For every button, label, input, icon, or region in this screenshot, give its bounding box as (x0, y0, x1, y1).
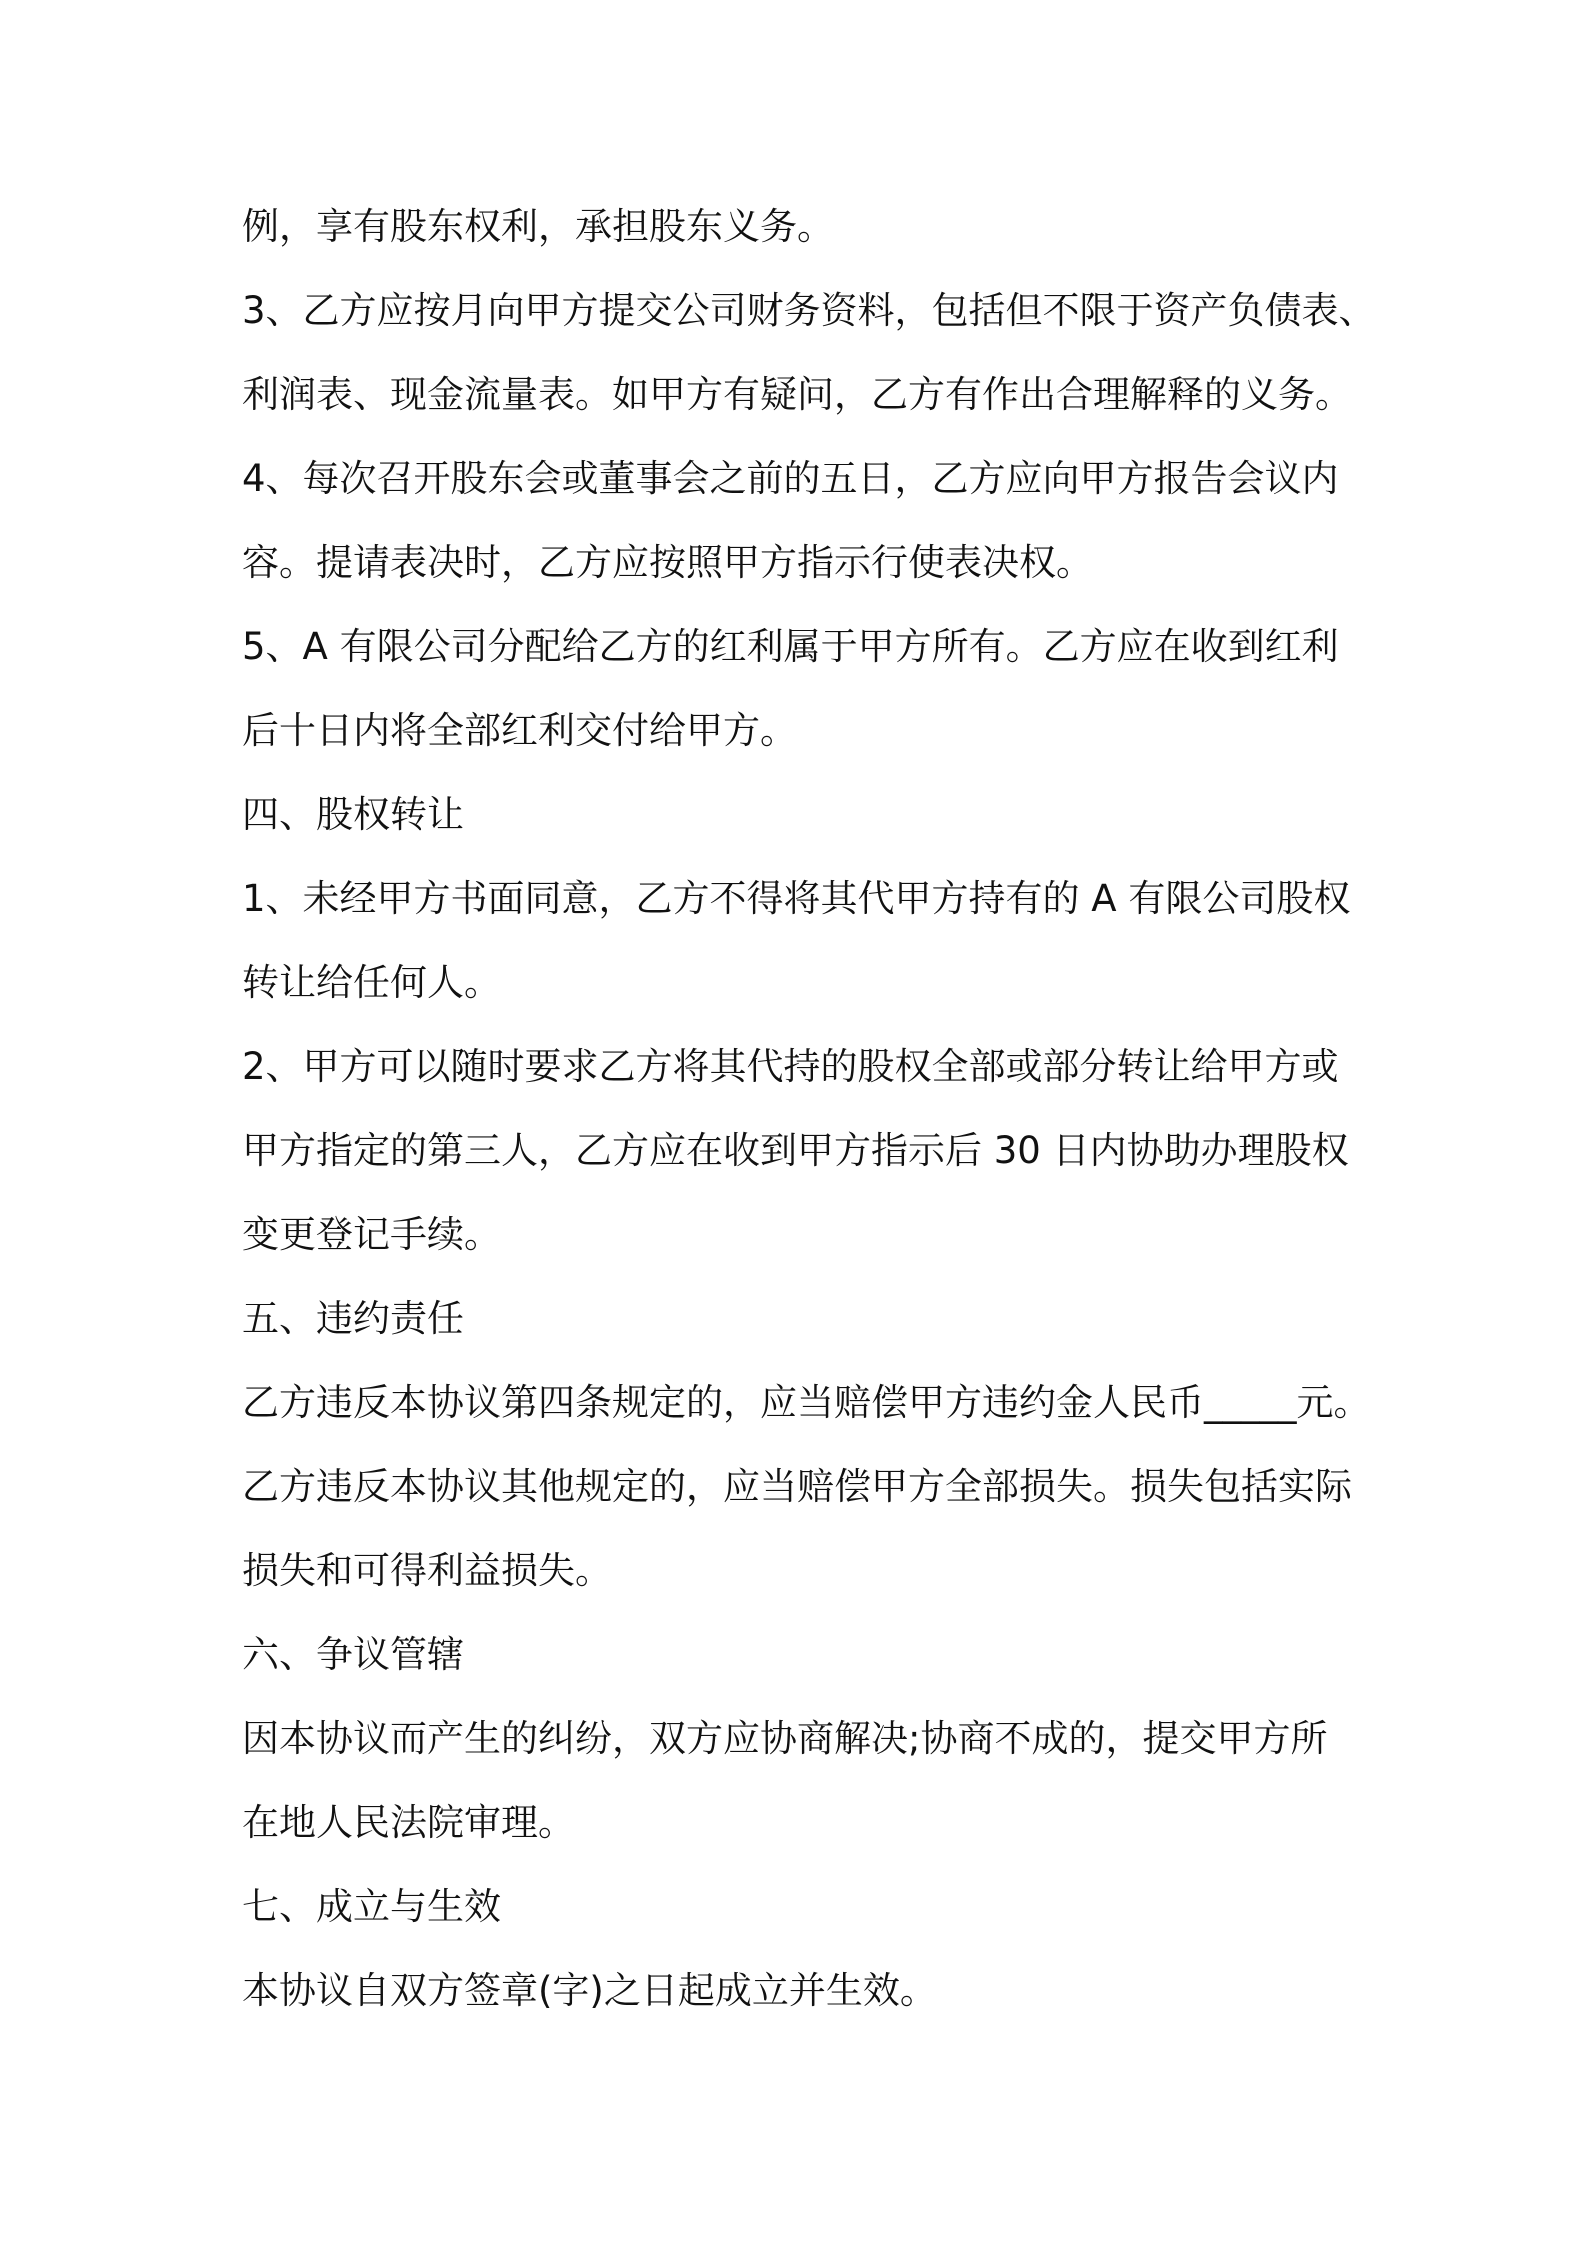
clause-3-line-1: 3、乙方应按月向甲方提交公司财务资料，包括但不限于资产负债表、 (242, 289, 1376, 332)
transfer-clause-2-line-2: 甲方指定的第三人，乙方应在收到甲方指示后 30 日内协助办理股权 (242, 1129, 1349, 1172)
effectiveness-line: 本协议自双方签章(字)之日起成立并生效。 (242, 1969, 937, 2012)
transfer-clause-1-line-2: 转让给任何人。 (242, 961, 501, 1004)
transfer-clause-1-line-1: 1、未经甲方书面同意，乙方不得将其代甲方持有的 A 有限公司股权 (242, 877, 1351, 920)
liability-line-1: 乙方违反本协议第四条规定的，应当赔偿甲方违约金人民币_____元。 (242, 1381, 1371, 1424)
body-text-line: 例，享有股东权利，承担股东义务。 (242, 205, 834, 248)
dispute-line-2: 在地人民法院审理。 (242, 1801, 575, 1844)
section-heading-4: 四、股权转让 (242, 793, 464, 836)
section-heading-6: 六、争议管辖 (242, 1633, 464, 1676)
liability-line-3: 损失和可得利益损失。 (242, 1549, 612, 1592)
clause-4-line-2: 容。提请表决时，乙方应按照甲方指示行使表决权。 (242, 541, 1093, 584)
clause-3-line-2: 利润表、现金流量表。如甲方有疑问，乙方有作出合理解释的义务。 (242, 373, 1352, 416)
transfer-clause-2-line-1: 2、甲方可以随时要求乙方将其代持的股权全部或部分转让给甲方或 (242, 1045, 1339, 1088)
liability-line-2: 乙方违反本协议其他规定的，应当赔偿甲方全部损失。损失包括实际 (242, 1465, 1352, 1508)
clause-4-line-1: 4、每次召开股东会或董事会之前的五日，乙方应向甲方报告会议内 (242, 457, 1339, 500)
transfer-clause-2-line-3: 变更登记手续。 (242, 1213, 501, 1256)
section-heading-7: 七、成立与生效 (242, 1885, 501, 1928)
clause-5-line-2: 后十日内将全部红利交付给甲方。 (242, 709, 797, 752)
section-heading-5: 五、违约责任 (242, 1297, 464, 1340)
clause-5-line-1: 5、A 有限公司分配给乙方的红利属于甲方所有。乙方应在收到红利 (242, 625, 1339, 668)
dispute-line-1: 因本协议而产生的纠纷，双方应协商解决;协商不成的，提交甲方所 (242, 1717, 1328, 1760)
